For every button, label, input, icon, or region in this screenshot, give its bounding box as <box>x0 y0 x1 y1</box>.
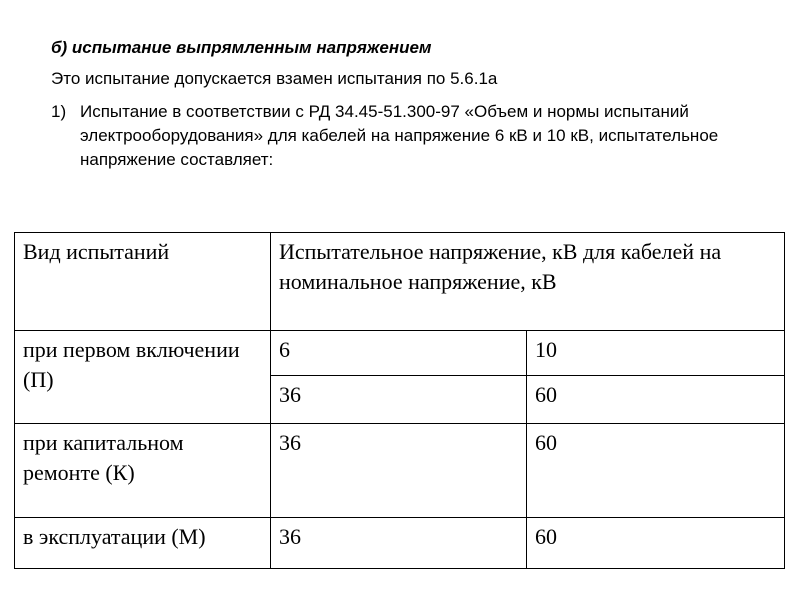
section-heading: б) испытание выпрямленным напряжением <box>51 38 432 57</box>
cell-voltage-10kv-nominal: 10 <box>527 331 785 376</box>
table-row <box>15 518 785 569</box>
cell-voltage-6kv-repair: 36 <box>271 424 527 518</box>
table-header-row <box>15 233 785 331</box>
row-label-capital-repair: при капитальном ремонте (К) <box>15 424 271 518</box>
cell-voltage-6kv-nominal: 6 <box>271 331 527 376</box>
numbered-list-item <box>51 100 766 172</box>
header-test-type: Вид испытаний <box>15 233 271 331</box>
list-item-text: Испытание в соответствии с РД 34.45-51.300-97 «Объем и нормы испытаний электрооборудования» для кабелей на напряжение 6 кВ и 10 кВ, испытательное напряжение составляет: <box>80 102 719 169</box>
row-label-operation: в эксплуатации (М) <box>15 518 271 569</box>
header-test-voltage: Испытательное напряжение, кВ для кабелей на номинальное напряжение, кВ <box>271 233 785 331</box>
test-voltage-table <box>14 232 785 569</box>
cell-voltage-10kv-repair: 60 <box>527 424 785 518</box>
cell-voltage-6kv-operation: 36 <box>271 518 527 569</box>
row-label-first-switch-on: при первом включении (П) <box>15 331 271 424</box>
list-item-number: 1) <box>51 102 67 121</box>
table-row <box>15 331 785 376</box>
intro-paragraph: Это испытание допускается взамен испытания по 5.6.1а <box>51 69 498 88</box>
table-row <box>15 424 785 518</box>
cell-voltage-10kv-operation: 60 <box>527 518 785 569</box>
cell-voltage-10kv-first: 60 <box>527 376 785 424</box>
cell-voltage-6kv-first: 36 <box>271 376 527 424</box>
